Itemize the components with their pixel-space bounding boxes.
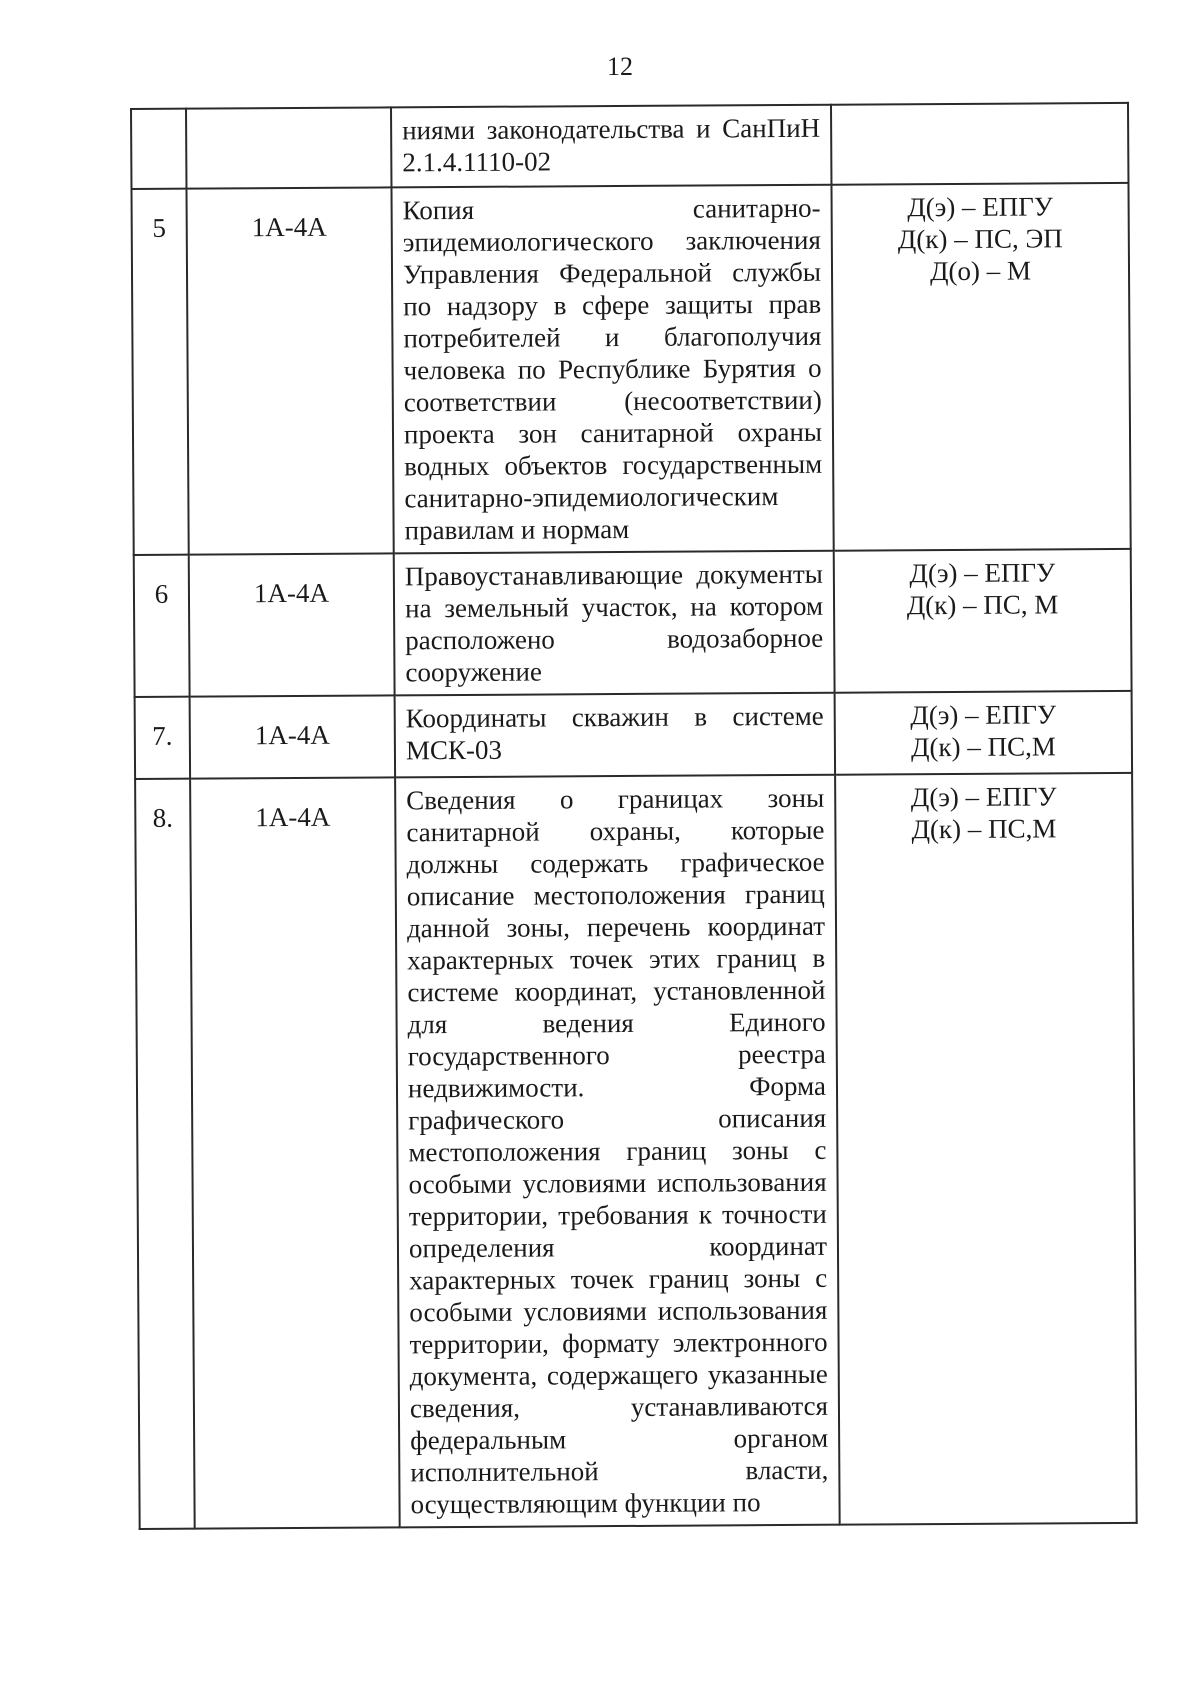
format-line: Д(к) – ПС,М bbox=[911, 813, 1057, 845]
row-number: 8. bbox=[135, 779, 195, 1529]
row-code: 1А-4А bbox=[186, 187, 393, 554]
table-row bbox=[131, 103, 1128, 189]
row-code: 1А-4А bbox=[190, 695, 395, 778]
row-format bbox=[834, 549, 1132, 693]
row-number: 6 bbox=[134, 555, 190, 697]
table-row bbox=[135, 773, 1137, 1529]
row-description: Копия санитарно-эпидемиологического заключения Управления Федеральной службы по надзору в сфере защиты прав потребителей и благополучия человека по Республике Бурятия о соответствии (несоответствии) проекта зон санитарной охраны водных объектов государственным санитарно-эпидемиологическим правилам и нормам bbox=[391, 185, 833, 554]
row-format bbox=[835, 773, 1137, 1525]
row-format bbox=[831, 103, 1128, 185]
row-number bbox=[131, 109, 186, 189]
format-line: Д(к) – ПС, М bbox=[906, 589, 1059, 621]
row-format bbox=[831, 183, 1130, 551]
row-format bbox=[835, 691, 1132, 775]
format-line: Д(э) – ЕПГУ bbox=[910, 781, 1057, 813]
table-row bbox=[135, 691, 1132, 779]
row-code: 1А-4А bbox=[189, 553, 395, 696]
format-line: Д(к) – ПС, ЭП bbox=[897, 223, 1063, 255]
row-number: 7. bbox=[135, 697, 190, 779]
format-line: Д(о) – М bbox=[929, 255, 1032, 287]
table-row bbox=[134, 549, 1132, 697]
row-description: Координаты скважин в системе МСК-03 bbox=[395, 693, 835, 778]
format-line: Д(э) – ЕПГУ bbox=[907, 191, 1054, 223]
row-description: Сведения о границах зоны санитарной охраны, которые должны содержать графическое описание местоположения границ данной зоны, перечень координат характерных точек этих границ в системе координат, установленной для ведения Единого государственного реестра недвижимости. Форма графического описания местоположения границ зоны с особыми условиями использования территории, требования к точности определения координат характерных точек границ зоны с особыми условиями использования территории, формату электронного документа, содержащего указанные сведения, устанавливаются федеральным органом исполнительной власти, осуществляющим функции по bbox=[395, 775, 840, 1528]
documents-table bbox=[130, 102, 1138, 1530]
row-number: 5 bbox=[131, 189, 188, 555]
row-description: Правоустанавливающие документы на земельный участок, на котором расположено водозаборное сооружение bbox=[394, 551, 835, 696]
format-line: Д(э) – ЕПГУ bbox=[910, 699, 1057, 731]
page-number: 12 bbox=[607, 52, 633, 81]
table-row bbox=[131, 183, 1130, 555]
format-line: Д(к) – ПС,М bbox=[910, 731, 1056, 763]
row-code: 1А-4А bbox=[190, 777, 400, 1528]
format-line: Д(э) – ЕПГУ bbox=[909, 557, 1056, 589]
table-body bbox=[131, 103, 1137, 1529]
row-code bbox=[186, 107, 391, 188]
row-description: ниями законодательства и СанПиН 2.1.4.1110-02 bbox=[391, 105, 831, 188]
